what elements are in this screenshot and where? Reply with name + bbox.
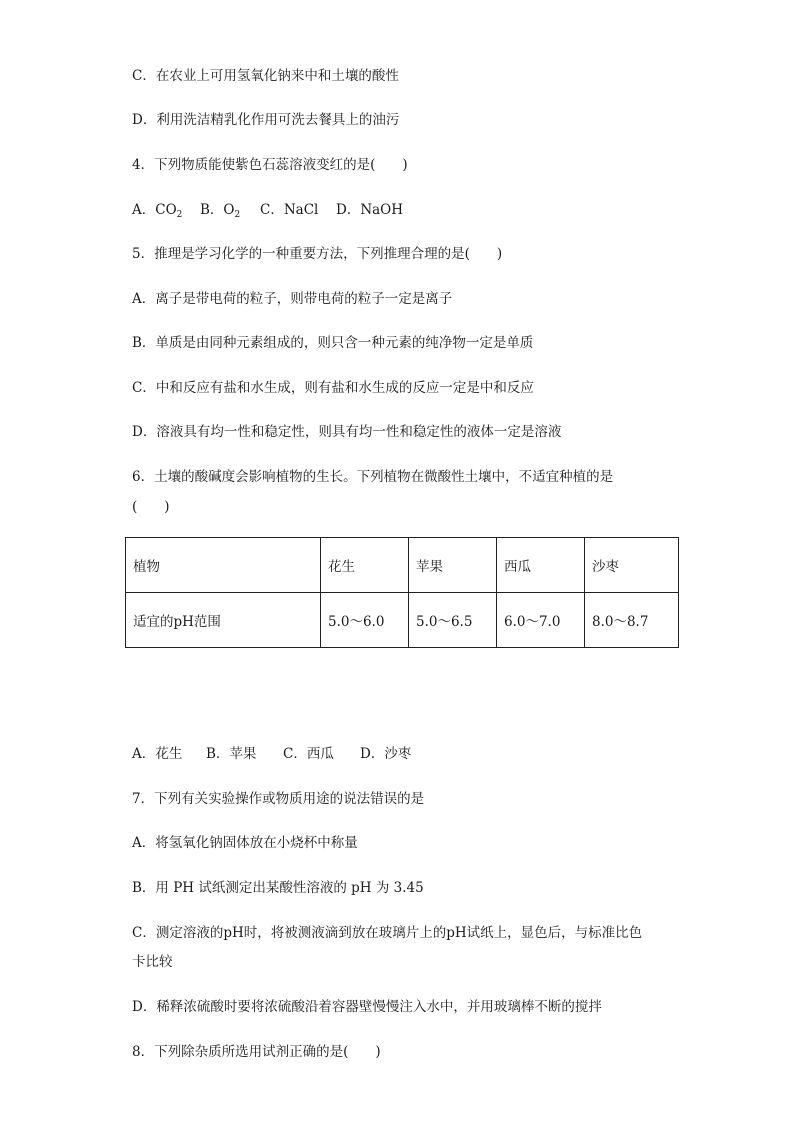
q4-option-d: D．NaOH [336,202,404,218]
q6-option-b: B．苹果 [206,746,257,762]
q6-option-d: D．沙枣 [360,746,412,762]
table-cell: 适宜的pH范围 [126,593,321,648]
table-cell: 植物 [126,538,321,593]
q3-option-d: D．利用洗洁精乳化作用可洗去餐具上的油污 [132,112,400,128]
q5-option-c: C．中和反应有盐和水生成，则有盐和水生成的反应一定是中和反应 [132,380,534,396]
q5-option-a: A．离子是带电荷的粒子，则带电荷的粒子一定是离子 [132,291,453,307]
q6-options [132,744,411,764]
q6-option-a: A．花生 [132,746,183,762]
q5-option-d: D．溶液具有均一性和稳定性，则具有均一性和稳定性的液体一定是溶液 [132,424,562,440]
table-cell: 西瓜 [497,538,585,593]
q6-option-c: C．西瓜 [283,746,334,762]
q7-option-c-continued: 卡比较 [132,954,173,970]
table-cell: 5.0～6.0 [321,593,409,648]
q4-stem: 4．下列物质能使紫色石蕊溶液变红的是( ) [132,157,408,173]
table-cell: 苹果 [409,538,497,593]
table-row [126,593,679,648]
table-cell: 8.0～8.7 [585,593,679,648]
table-cell: 沙枣 [585,538,679,593]
q7-stem: 7．下列有关实验操作或物质用途的说法错误的是 [132,791,425,807]
q7-option-a: A．将氢氧化钠固体放在小烧杯中称量 [132,835,358,851]
q6-stem: 6．土壤的酸碱度会影响植物的生长。下列植物在微酸性土壤中，不适宜种植的是 [132,469,614,485]
q4-option-c: C．NaCl [260,202,319,218]
q5-stem: 5．推理是学习化学的一种重要方法，下列推理合理的是( ) [132,246,503,262]
q4-option-b: B．$O_2$ [200,202,241,220]
table-header-row [126,538,679,593]
q5-option-b: B．单质是由同种元素组成的，则只含一种元素的纯净物一定是单质 [132,335,534,351]
q4-option-a: A．$CO_2$ [132,202,183,220]
q4-options [132,200,403,220]
q3-option-c: C．在农业上可用氢氧化钠来中和土壤的酸性 [132,68,399,84]
q6-answer-bracket: ( ) [132,499,170,515]
q7-option-c: C．测定溶液的pH时，将被测液滴到放在玻璃片上的pH试纸上，显色后，与标准比色 [132,925,643,941]
q8-stem: 8．下列除杂质所选用试剂正确的是( ) [132,1044,381,1060]
table-cell: 花生 [321,538,409,593]
table-cell: 6.0～7.0 [497,593,585,648]
q7-option-d: D．稀释浓硫酸时要将浓硫酸沿着容器壁慢慢注入水中，并用玻璃棒不断的搅拌 [132,999,602,1015]
ph-range-table [125,537,679,648]
table-cell: 5.0～6.5 [409,593,497,648]
q7-option-b: B．用 PH 试纸测定出某酸性溶液的 pH 为 3.45 [132,880,424,896]
